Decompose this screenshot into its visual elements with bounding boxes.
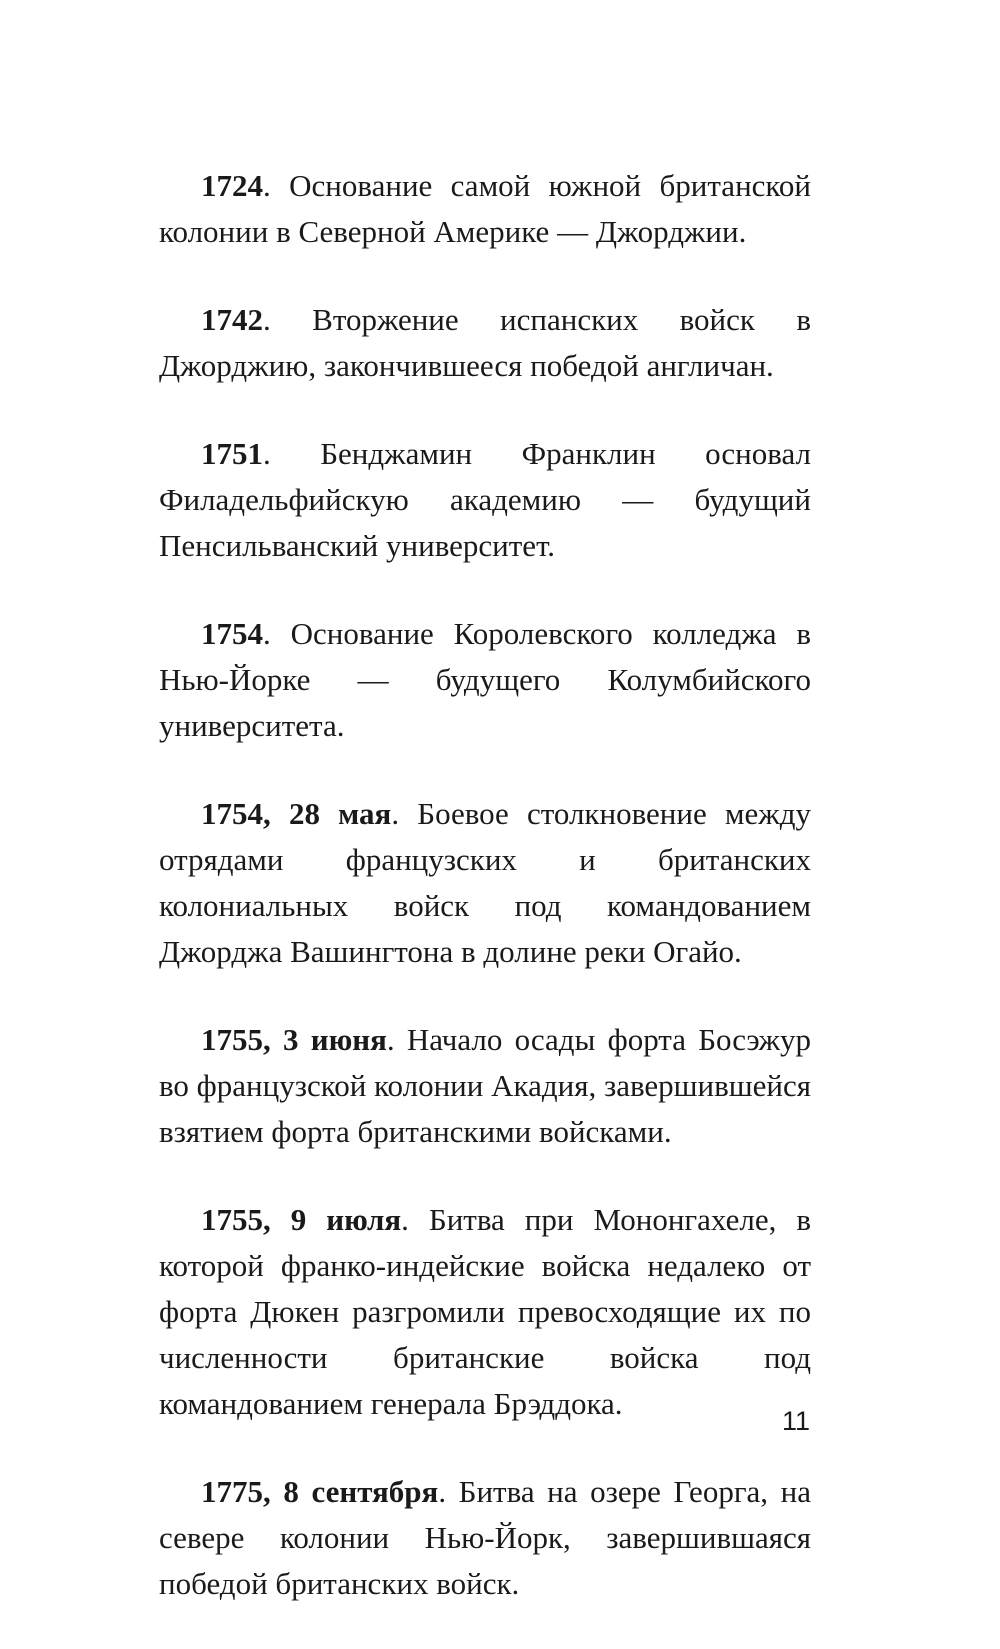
entry-text: . Начало осады форта Босэжур во французской колонии Акадия, завершившейся взятием форта британскими войсками. [159, 1022, 812, 1149]
entry-text: . Бенджамин Франклин основал Филадельфийскую академию — будущий Пенсильванский университет. [159, 436, 811, 563]
entry-text: . Основание самой южной британской колонии в Северной Америке — Джорджии. [159, 168, 811, 249]
entry-date: 1775, 8 сентября [201, 1474, 439, 1509]
entry-date: 1751 [201, 436, 263, 471]
entry-date: 1742 [201, 302, 263, 337]
entry-text: . Битва при Мононгахеле, в которой франко-индейские войска недалеко от форта Дюкен разгромили превосходящие их по численности британские войска под командованием генерала Брэддока. [159, 1202, 811, 1421]
chronology-entry-1755-july-9 [159, 1197, 811, 1427]
chronology-entry-1751 [159, 431, 811, 569]
entry-date: 1755, 3 июня [201, 1022, 387, 1057]
entry-date: 1754, 28 мая [201, 796, 392, 831]
entry-text: . Боевое столкновение между отрядами французских и британских колониальных войск под командованием Джорджа Вашингтона в долине реки Огайо. [159, 796, 811, 969]
entry-text: . Основание Королевского колледжа в Нью-Йорке — будущего Колумбийского университета. [159, 616, 811, 743]
chronology-entry-1724 [159, 163, 811, 255]
entry-date: 1754 [201, 616, 263, 651]
chronology-entry-1754-may-28 [159, 791, 811, 975]
chronology-entry-1754 [159, 611, 811, 749]
entry-text: . Вторжение испанских войск в Джорджию, закончившееся победой англичан. [159, 302, 811, 383]
entry-text: . Битва на озере Георга, на севере колонии Нью-Йорк, завершившаяся победой британских войск. [159, 1474, 811, 1601]
entry-date: 1755, 9 июля [201, 1202, 402, 1237]
chronology-page [159, 163, 811, 1649]
entry-date: 1724 [201, 168, 263, 203]
chronology-entry-1775-september-8 [159, 1469, 811, 1607]
chronology-entry-1755-june-3 [159, 1017, 811, 1155]
chronology-entry-1742 [159, 297, 811, 389]
page-number: 11 [781, 1406, 810, 1436]
